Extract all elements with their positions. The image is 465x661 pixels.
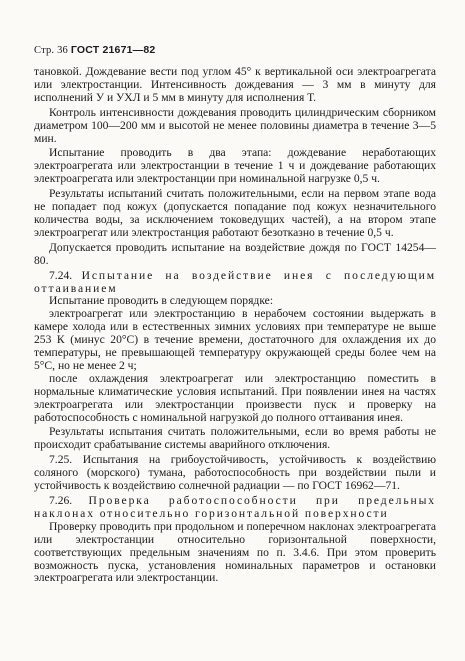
section-title: Испытание на воздействие инея с последующим оттаиванием	[34, 268, 436, 295]
paragraph-after-cooling: после охлаждения электроагрегат или электростанцию поместить в нормальные климатические условия испытаний. При появлении инея на частях электроагрегата или электростанции произвести пуск и проверку на работоспособность с номинальной нагрузкой до полного оттаивания инея.	[34, 371, 436, 424]
paragraph-cold-chamber: электроагрегат или электростанцию в нерабочем состоянии выдержать в камере холода или в естественных зимних условиях при температуре не выше 253 К (минус 20°С) в течение времени, достаточного для охлаждения их до температуры, не превышающей температуру окружающей среды более чем на 5°С, но не менее 2 ч;	[34, 307, 436, 372]
paragraph-order: Испытание проводить в следующем порядке:	[49, 294, 274, 308]
paragraph-allowed-gost: Допускается проводить испытание на воздействие дождя по ГОСТ 14254—80.	[34, 240, 436, 267]
section-number: 7.26.	[49, 494, 73, 507]
section-7-25: 7.25. Испытания на грибоустойчивость, устойчивость к воздействию соляного (морского) тумана, работоспособность при воздействии пыли и устойчивость к воздействию солнечной радиации — по ГОСТ 16962—71.	[34, 453, 436, 493]
page-number: Стр. 36	[34, 45, 68, 56]
paragraph-continuation: тановкой. Дождевание вести под углом 45° к вертикальной оси электроагрегата или электростанции. Интенсивность дождевания — 3 мм в минуту для исполнений У и УХЛ и 5 мм в минуту для исполнения Т.	[34, 65, 436, 104]
standard-number: ГОСТ 21671—82	[70, 44, 156, 56]
section-7-24-heading	[34, 270, 436, 296]
paragraph-intensity-control: Контроль интенсивности дождевания проводить цилиндрическим сборником диаметром 100—200 мм и высотой не менее половины диаметра в течение 3—5 мин.	[34, 105, 436, 145]
paragraph-two-stages: Испытание проводить в два этапа: дождевание неработающих электроагрегата или электростанции в течение 1 ч и дождевание работающих электроагрегата или электростанции при номинальной нагрузке 0,5 ч.	[34, 146, 436, 186]
document-body	[34, 66, 436, 585]
paragraph-tilt-check: Проверку проводить при продольном и поперечном наклонах электроагрегата или электростанции относительно горизонтальной поверхности, соответствующих предельным значениям по п. 3.4.6. При этом проверить возможность пуска, установления номинальных параметров и остановки электроагрегата или электростанции.	[34, 519, 436, 585]
section-title: Проверка работоспособности при предельных наклонах относительно горизонтальной поверхности	[34, 494, 436, 520]
paragraph-results: Результаты испытаний считать положительными, если на первом этапе вода не попадает под кожух (допускается попадание под кожух незначительного количества воды, за исключением токоведущих частей), а на втором этапе электроагрегат или электростанция работают безотказно в течение 0,5 ч.	[34, 187, 436, 239]
page-header	[34, 44, 155, 58]
paragraph-frost-results: Результаты испытания считать положительными, если во время работы не происходит срабатывание системы аварийного отключения.	[34, 425, 436, 452]
section-7-26-heading	[34, 495, 436, 521]
section-number: 7.24.	[49, 268, 73, 282]
